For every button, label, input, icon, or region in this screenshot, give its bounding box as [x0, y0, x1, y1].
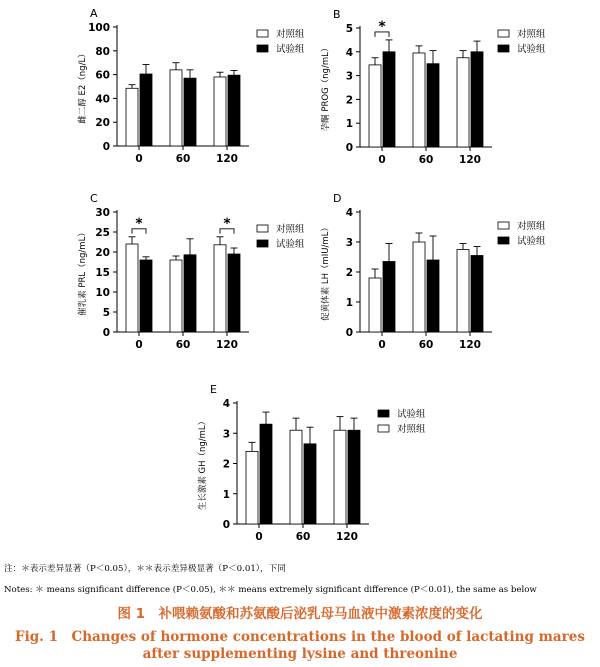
x-tick-label: 60: [295, 531, 311, 543]
y-tick-label: 5: [102, 307, 110, 319]
legend-label: 对照组: [517, 221, 546, 232]
bar-control: [290, 430, 302, 524]
bar-control: [457, 58, 469, 147]
bar-test: [304, 444, 316, 524]
legend-label: 对照组: [517, 29, 546, 40]
legend-swatch-control: [257, 225, 268, 232]
y-axis-label: 生长激素 GH（ng/mL）: [198, 416, 208, 511]
bar-test: [471, 52, 483, 147]
y-tick-label: 0: [102, 327, 110, 339]
y-tick-label: 20: [95, 117, 110, 130]
y-tick-label: 4: [345, 46, 353, 59]
x-tick-label: 60: [418, 154, 434, 166]
legend-swatch-test: [498, 237, 509, 244]
y-tick-label: 0: [222, 519, 230, 531]
y-axis-label: 促黄体素 LH（mIU/mL）: [321, 223, 331, 321]
legend-label: 试验组: [517, 236, 546, 247]
legend-label: 对照组: [276, 224, 305, 235]
bar-control: [246, 451, 258, 524]
panel-e: [197, 383, 426, 543]
y-tick-label: 0: [345, 142, 353, 154]
y-tick-label: 100: [88, 22, 110, 34]
y-tick-label: 20: [95, 247, 110, 259]
y-tick-label: 40: [95, 93, 110, 106]
panel-label: E: [210, 383, 217, 396]
y-tick-label: 0: [345, 327, 353, 339]
panel-label: C: [90, 192, 98, 205]
x-tick-label: 120: [459, 339, 481, 351]
panel-label: D: [333, 192, 342, 205]
panel-b: [320, 8, 546, 166]
x-tick-label: 120: [459, 154, 481, 166]
x-tick-label: 120: [336, 531, 358, 543]
panel-label: B: [333, 8, 341, 21]
legend-swatch-control: [498, 30, 509, 37]
y-tick-label: 60: [95, 69, 110, 82]
bar-control: [170, 260, 182, 332]
note-english: Notes: ＊ means significant difference (P＜0.05), ＊＊ means extremely significant difference (P＜0.01), the same as below: [4, 585, 537, 595]
x-tick-label: 0: [135, 153, 143, 165]
bar-control: [413, 53, 425, 147]
caption-chinese: 图 1 补喂赖氨酸和苏氨酸后泌乳母马血液中激素浓度的变化: [117, 606, 483, 622]
panel-c: [77, 192, 305, 351]
bar-control: [126, 244, 138, 332]
bar-test: [140, 260, 152, 332]
legend-swatch-test: [498, 45, 509, 52]
bar-control: [369, 278, 381, 332]
bar-test: [383, 52, 395, 147]
y-tick-label: 4: [222, 398, 230, 410]
y-tick-label: 2: [345, 94, 353, 107]
legend-label: 对照组: [397, 424, 426, 435]
y-tick-label: 15: [95, 267, 110, 279]
bar-control: [457, 250, 469, 333]
caption-english-line1: Fig. 1 Changes of hormone concentrations in the blood of lactating mares: [15, 629, 585, 645]
bar-test: [184, 78, 196, 146]
y-tick-label: 2: [345, 267, 353, 279]
y-tick-label: 2: [222, 458, 230, 471]
significance-marker: *: [378, 18, 386, 35]
panel-label: A: [90, 7, 98, 20]
y-axis-label: 催乳素 PRL（ng/mL）: [78, 228, 88, 316]
y-tick-label: 3: [345, 70, 353, 83]
bar-test: [260, 424, 272, 524]
panel-d: [320, 192, 546, 351]
bar-control: [170, 70, 182, 146]
bar-control: [214, 245, 226, 332]
legend-swatch-test: [378, 410, 389, 417]
y-tick-label: 5: [345, 23, 353, 35]
bar-test: [348, 430, 360, 524]
y-tick-label: 1: [345, 118, 353, 131]
note-chinese: 注：＊表示差异显著（P＜0.05），＊＊表示差异极显著（P＜0.01），下同: [4, 564, 286, 574]
bar-test: [427, 64, 439, 147]
x-tick-label: 120: [216, 153, 238, 165]
y-axis-label: 孕酮 PROG（ng/mL）: [321, 43, 331, 132]
bar-test: [228, 254, 240, 332]
legend-swatch-control: [257, 30, 268, 37]
y-tick-label: 25: [95, 227, 110, 239]
y-axis-label: 雌二醇 E2（ng/L）: [78, 49, 88, 124]
y-tick-label: 1: [345, 297, 353, 309]
bar-control: [369, 65, 381, 147]
significance-marker: *: [135, 215, 143, 232]
legend-swatch-test: [257, 45, 268, 52]
x-tick-label: 60: [175, 153, 191, 165]
legend-label: 试验组: [517, 44, 546, 55]
bar-test: [184, 255, 196, 332]
x-tick-label: 0: [378, 339, 386, 351]
significance-marker: *: [223, 215, 231, 232]
y-tick-label: 10: [95, 287, 110, 299]
bar-test: [228, 75, 240, 146]
y-tick-label: 80: [95, 45, 110, 58]
y-tick-label: 30: [95, 207, 110, 219]
y-tick-label: 0: [102, 141, 110, 153]
legend-swatch-control: [378, 425, 389, 432]
legend-swatch-control: [498, 222, 509, 229]
bar-control: [214, 77, 226, 146]
legend-label: 试验组: [276, 44, 305, 55]
x-tick-label: 60: [175, 339, 191, 351]
y-tick-label: 1: [222, 488, 230, 501]
legend-label: 试验组: [276, 239, 305, 250]
x-tick-label: 0: [255, 531, 263, 543]
bar-control: [334, 430, 346, 524]
x-tick-label: 0: [378, 154, 386, 166]
bar-control: [413, 242, 425, 332]
bar-test: [383, 262, 395, 333]
bar-control: [126, 88, 138, 146]
bar-test: [140, 74, 152, 146]
bar-test: [471, 256, 483, 333]
y-tick-label: 3: [345, 237, 353, 249]
x-tick-label: 60: [418, 339, 434, 351]
bar-test: [427, 260, 439, 332]
y-tick-label: 3: [222, 428, 230, 441]
x-tick-label: 120: [216, 339, 238, 351]
y-tick-label: 4: [345, 207, 353, 219]
panel-a: [77, 7, 305, 165]
legend-label: 对照组: [276, 29, 305, 40]
caption-english-line2: after supplementing lysine and threonine: [142, 646, 458, 662]
legend-label: 试验组: [397, 409, 426, 420]
x-tick-label: 0: [135, 339, 143, 351]
legend-swatch-test: [257, 240, 268, 247]
